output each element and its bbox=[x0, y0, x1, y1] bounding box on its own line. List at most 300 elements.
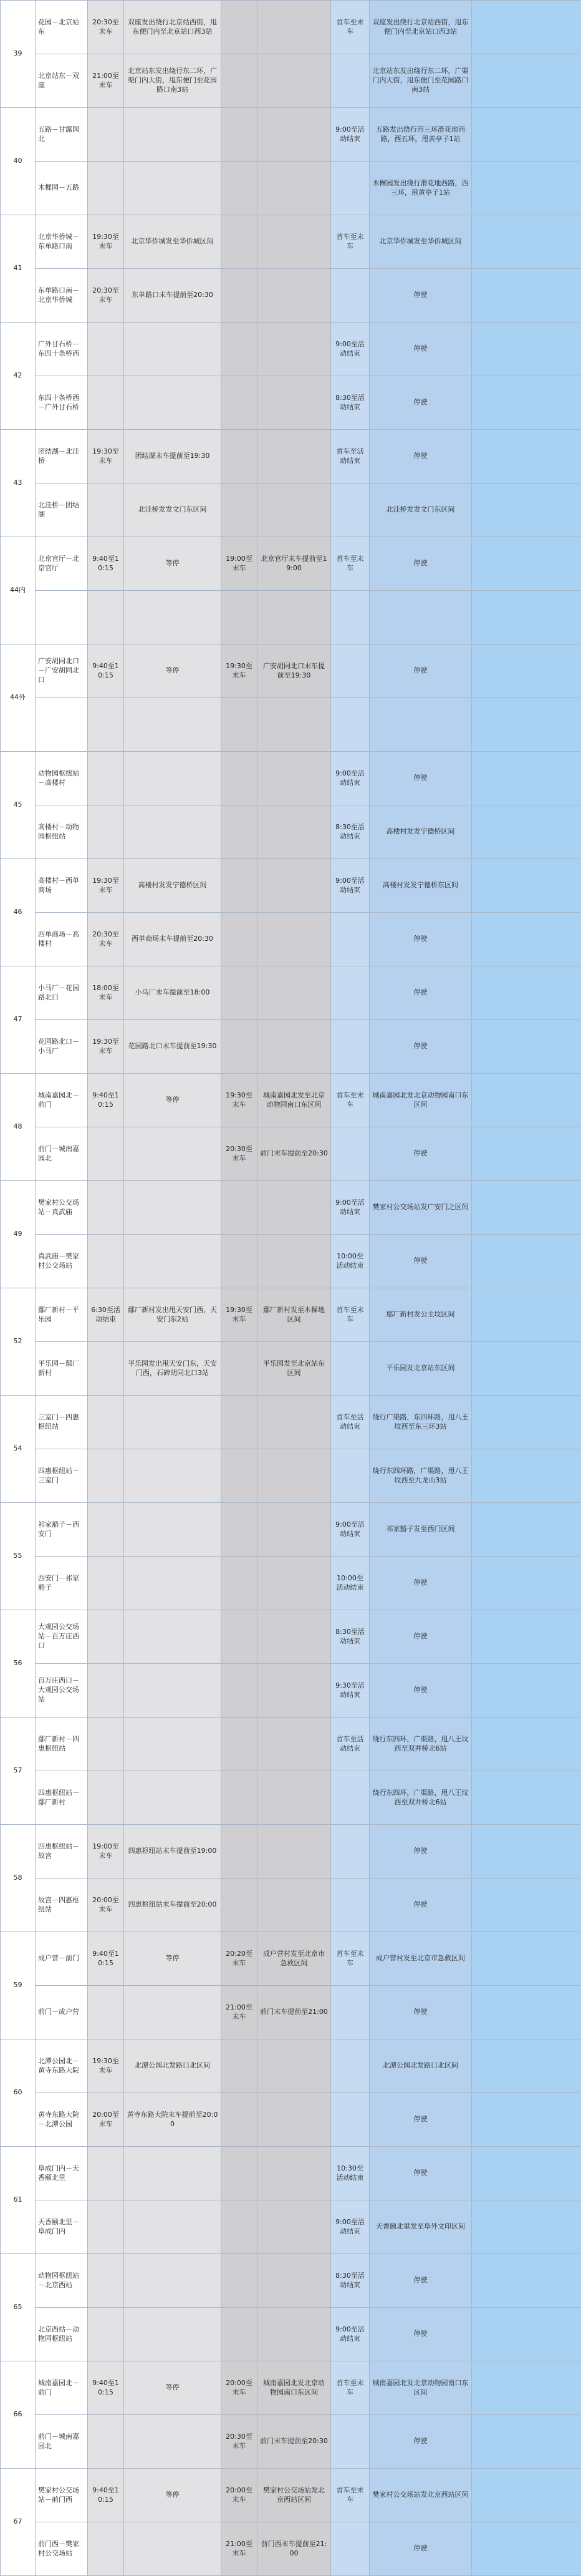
weekday-evening-time-cell bbox=[221, 108, 257, 162]
direction-cell: 北京官厅－北京官厅 bbox=[36, 537, 88, 591]
weekday-evening-time-cell bbox=[221, 1181, 257, 1235]
weekday-action-cell: 四惠枢纽站末车提前至19:00 bbox=[124, 1825, 221, 1879]
weekday-evening-action-cell: 前门西末车提前至21:00 bbox=[257, 2522, 331, 2576]
direction-cell: 樊家村公交场站－前门西 bbox=[36, 2469, 88, 2522]
weekday-evening-time-cell bbox=[221, 1879, 257, 1932]
weekday-action-cell: 双座发出绕行北京站西街，甩东便门内至北京站口西3站 bbox=[124, 1, 221, 54]
direction-cell: 北京站东－双座 bbox=[36, 54, 88, 108]
weekday-action-cell: 等停 bbox=[124, 1074, 221, 1127]
weekday-time-cell bbox=[88, 162, 124, 215]
weekday-time-cell bbox=[88, 1396, 124, 1449]
table-row bbox=[1, 2200, 581, 2254]
weekday-evening-time-cell bbox=[221, 2147, 257, 2200]
weekday-evening-time-cell bbox=[221, 591, 257, 644]
direction-cell: 鄢厂新村－四惠枢纽站 bbox=[36, 1718, 88, 1771]
weekday-evening-action-cell: 前门末车提前至20:30 bbox=[257, 2415, 331, 2469]
table-row bbox=[1, 1342, 581, 1396]
weekday-evening-time-cell bbox=[221, 1342, 257, 1396]
table-row bbox=[1, 1235, 581, 1288]
table-row bbox=[1, 2308, 581, 2361]
weekend-action-cell: 停驶 bbox=[370, 376, 472, 430]
weekday-action-cell: 团结湖末车提前至19:30 bbox=[124, 430, 221, 484]
weekend-time-cell: 10:00至活动结束 bbox=[331, 1235, 370, 1288]
weekend-time-cell bbox=[331, 54, 370, 108]
weekday-evening-action-cell bbox=[257, 1825, 331, 1879]
table-row bbox=[1, 376, 581, 430]
weekend-time-cell: 9:00至活动结束 bbox=[331, 2308, 370, 2361]
weekday-time-cell bbox=[88, 1986, 124, 2039]
weekend-action-cell: 停驶 bbox=[370, 2254, 472, 2308]
weekend-time-cell bbox=[331, 1825, 370, 1879]
weekend-time-cell: 首车至末车 bbox=[331, 1074, 370, 1127]
route-number-cell: 42 bbox=[1, 323, 36, 430]
weekday-time-cell bbox=[88, 1503, 124, 1557]
table-row bbox=[1, 1932, 581, 1986]
weekday-evening-time-cell bbox=[221, 54, 257, 108]
direction-cell: 三室门－四惠枢纽站 bbox=[36, 1396, 88, 1449]
extra-blank-cell bbox=[472, 2039, 581, 2093]
direction-cell: 高楼村－动物园枢纽站 bbox=[36, 805, 88, 859]
direction-cell bbox=[36, 698, 88, 752]
weekday-evening-action-cell bbox=[257, 805, 331, 859]
weekday-evening-action-cell bbox=[257, 1664, 331, 1718]
extra-blank-cell bbox=[472, 752, 581, 805]
weekday-evening-time-cell: 20:00至末车 bbox=[221, 2469, 257, 2522]
weekday-time-cell: 20:00至末车 bbox=[88, 2093, 124, 2147]
weekend-action-cell: 停驶 bbox=[370, 2415, 472, 2469]
direction-cell: 木樨园－五路 bbox=[36, 162, 88, 215]
weekday-evening-action-cell bbox=[257, 591, 331, 644]
direction-cell: 前门－成户营 bbox=[36, 1986, 88, 2039]
table-row bbox=[1, 1718, 581, 1771]
weekday-action-cell: 北洼桥发发文门东区间 bbox=[124, 484, 221, 537]
weekday-evening-time-cell: 20:30至末车 bbox=[221, 2415, 257, 2469]
weekday-time-cell bbox=[88, 1449, 124, 1503]
extra-blank-cell bbox=[472, 1879, 581, 1932]
weekend-time-cell: 9:00至活动结束 bbox=[331, 1503, 370, 1557]
weekday-evening-action-cell bbox=[257, 2200, 331, 2254]
weekday-evening-action-cell bbox=[257, 913, 331, 966]
weekday-evening-time-cell bbox=[221, 1, 257, 54]
direction-cell: 五路－甘露园北 bbox=[36, 108, 88, 162]
table-row bbox=[1, 966, 581, 1020]
weekday-evening-time-cell bbox=[221, 376, 257, 430]
weekday-time-cell bbox=[88, 591, 124, 644]
weekday-evening-time-cell bbox=[221, 1503, 257, 1557]
extra-blank-cell bbox=[472, 162, 581, 215]
table-row bbox=[1, 2039, 581, 2093]
weekend-time-cell: 首车至末车 bbox=[331, 2361, 370, 2415]
weekday-evening-time-cell bbox=[221, 2200, 257, 2254]
extra-blank-cell bbox=[472, 591, 581, 644]
weekday-action-cell bbox=[124, 2522, 221, 2576]
weekday-evening-action-cell bbox=[257, 1, 331, 54]
weekday-evening-time-cell bbox=[221, 805, 257, 859]
weekend-action-cell: 高楼村发发宁德桥区间 bbox=[370, 805, 472, 859]
weekday-evening-action-cell bbox=[257, 215, 331, 269]
weekend-action-cell: 停驶 bbox=[370, 1020, 472, 1074]
direction-cell: 动物园枢纽站－高楼村 bbox=[36, 752, 88, 805]
weekend-action-cell: 北潭公园北发路口北区间 bbox=[370, 2039, 472, 2093]
weekday-time-cell: 9:40至10:15 bbox=[88, 644, 124, 698]
direction-cell: 小马厂－花园路北口 bbox=[36, 966, 88, 1020]
weekday-evening-action-cell bbox=[257, 323, 331, 376]
weekend-action-cell: 停驶 bbox=[370, 2093, 472, 2147]
weekday-time-cell bbox=[88, 1664, 124, 1718]
weekend-action-cell: 停驶 bbox=[370, 430, 472, 484]
extra-blank-cell bbox=[472, 108, 581, 162]
weekend-action-cell: 平乐园发北京站东区间 bbox=[370, 1342, 472, 1396]
weekday-action-cell bbox=[124, 591, 221, 644]
weekday-evening-time-cell bbox=[221, 752, 257, 805]
table-row bbox=[1, 2469, 581, 2522]
route-number-cell: 60 bbox=[1, 2039, 36, 2147]
weekend-action-cell: 停驶 bbox=[370, 537, 472, 591]
table-row bbox=[1, 859, 581, 913]
extra-blank-cell bbox=[472, 430, 581, 484]
extra-blank-cell bbox=[472, 2200, 581, 2254]
weekend-time-cell bbox=[331, 2522, 370, 2576]
schedule-body bbox=[1, 1, 581, 2576]
weekday-time-cell: 20:30至末车 bbox=[88, 1, 124, 54]
direction-cell: 平乐园－鄢厂新村 bbox=[36, 1342, 88, 1396]
weekday-action-cell: 东单路口末车提前至20:30 bbox=[124, 269, 221, 323]
route-number-cell: 44内 bbox=[1, 537, 36, 644]
weekday-action-cell bbox=[124, 1449, 221, 1503]
weekend-time-cell: 8:30至活动结束 bbox=[331, 376, 370, 430]
weekday-action-cell bbox=[124, 1235, 221, 1288]
table-row bbox=[1, 2415, 581, 2469]
route-number-cell: 59 bbox=[1, 1932, 36, 2039]
weekday-action-cell bbox=[124, 1557, 221, 1610]
extra-blank-cell bbox=[472, 215, 581, 269]
weekday-action-cell bbox=[124, 2254, 221, 2308]
weekday-action-cell bbox=[124, 1718, 221, 1771]
weekday-evening-action-cell bbox=[257, 2147, 331, 2200]
weekday-time-cell bbox=[88, 2200, 124, 2254]
weekday-time-cell: 9:40至10:15 bbox=[88, 2361, 124, 2415]
weekday-time-cell: 19:30至末车 bbox=[88, 430, 124, 484]
weekday-action-cell: 北潭公园北发路口北区间 bbox=[124, 2039, 221, 2093]
weekend-time-cell bbox=[331, 644, 370, 698]
weekend-time-cell bbox=[331, 966, 370, 1020]
weekday-action-cell: 等停 bbox=[124, 644, 221, 698]
weekday-time-cell bbox=[88, 2254, 124, 2308]
extra-blank-cell bbox=[472, 1288, 581, 1342]
weekend-action-cell: 樊家村公交场站发广安门之区间 bbox=[370, 1181, 472, 1235]
weekend-time-cell bbox=[331, 1127, 370, 1181]
table-row bbox=[1, 269, 581, 323]
weekday-action-cell: 等停 bbox=[124, 2361, 221, 2415]
table-row bbox=[1, 1771, 581, 1825]
weekday-time-cell bbox=[88, 2308, 124, 2361]
weekend-time-cell: 8:30至活动结束 bbox=[331, 805, 370, 859]
extra-blank-cell bbox=[472, 537, 581, 591]
route-number-cell: 54 bbox=[1, 1396, 36, 1503]
table-row bbox=[1, 54, 581, 108]
extra-blank-cell bbox=[472, 1, 581, 54]
weekday-evening-action-cell: 城南嘉园北发北京动物园南口东区间 bbox=[257, 2361, 331, 2415]
weekend-time-cell: 首车至活动结束 bbox=[331, 430, 370, 484]
weekday-evening-time-cell: 19:30至末车 bbox=[221, 644, 257, 698]
weekend-time-cell bbox=[331, 162, 370, 215]
direction-cell: 高楼村－西单商场 bbox=[36, 859, 88, 913]
weekend-time-cell: 9:00至活动结束 bbox=[331, 108, 370, 162]
extra-blank-cell bbox=[472, 323, 581, 376]
table-row bbox=[1, 1020, 581, 1074]
direction-cell: 大观园公交场站－百万庄西口 bbox=[36, 1610, 88, 1664]
extra-blank-cell bbox=[472, 1503, 581, 1557]
weekday-evening-time-cell bbox=[221, 2308, 257, 2361]
weekday-evening-time-cell bbox=[221, 1449, 257, 1503]
weekday-time-cell: 21:00至末车 bbox=[88, 54, 124, 108]
direction-cell: 黄寺东路大院－北潭公园 bbox=[36, 2093, 88, 2147]
extra-blank-cell bbox=[472, 2308, 581, 2361]
direction-cell: 故宫－四惠枢纽站 bbox=[36, 1879, 88, 1932]
table-row bbox=[1, 1664, 581, 1718]
weekday-action-cell: 等停 bbox=[124, 537, 221, 591]
weekend-time-cell bbox=[331, 1879, 370, 1932]
weekend-time-cell bbox=[331, 1020, 370, 1074]
route-number-cell: 43 bbox=[1, 430, 36, 537]
weekend-time-cell: 9:00至活动结束 bbox=[331, 2200, 370, 2254]
weekday-evening-time-cell: 21:00至末车 bbox=[221, 2522, 257, 2576]
weekday-evening-time-cell bbox=[221, 1825, 257, 1879]
weekday-evening-time-cell bbox=[221, 1557, 257, 1610]
weekday-evening-time-cell bbox=[221, 1771, 257, 1825]
extra-blank-cell bbox=[472, 2415, 581, 2469]
weekend-action-cell: 停驶 bbox=[370, 1610, 472, 1664]
direction-cell: 前门西－樊家村公交场站 bbox=[36, 2522, 88, 2576]
weekday-evening-time-cell bbox=[221, 859, 257, 913]
weekend-time-cell: 8:30至活动结束 bbox=[331, 1610, 370, 1664]
extra-blank-cell bbox=[472, 2254, 581, 2308]
weekday-time-cell: 9:40至10:15 bbox=[88, 537, 124, 591]
table-row bbox=[1, 752, 581, 805]
weekday-evening-action-cell bbox=[257, 1235, 331, 1288]
extra-blank-cell bbox=[472, 1342, 581, 1396]
weekend-action-cell: 木樨园发出绕行滑花地西路，西三环，甩黄亭子1站 bbox=[370, 162, 472, 215]
route-number-cell: 39 bbox=[1, 1, 36, 108]
direction-cell: 团结湖－北洼桥 bbox=[36, 430, 88, 484]
weekday-evening-action-cell: 广安胡同北口末车提前至19:30 bbox=[257, 644, 331, 698]
table-row bbox=[1, 2522, 581, 2576]
extra-blank-cell bbox=[472, 805, 581, 859]
weekday-time-cell: 19:30至末车 bbox=[88, 1020, 124, 1074]
weekday-evening-action-cell bbox=[257, 966, 331, 1020]
weekday-evening-action-cell bbox=[257, 2093, 331, 2147]
weekend-time-cell: 首车至末车 bbox=[331, 215, 370, 269]
weekday-evening-action-cell: 鄢厂新村发至木樨地区间 bbox=[257, 1288, 331, 1342]
weekend-time-cell bbox=[331, 269, 370, 323]
extra-blank-cell bbox=[472, 698, 581, 752]
table-row bbox=[1, 108, 581, 162]
weekday-action-cell bbox=[124, 2308, 221, 2361]
weekday-evening-time-cell bbox=[221, 698, 257, 752]
weekend-action-cell: 双座发出绕行北京站西街，甩东便门内至北京站口西3站 bbox=[370, 1, 472, 54]
weekend-action-cell: 绕行东四环，广渠路，甩八王坟西至双井桥北6站 bbox=[370, 1718, 472, 1771]
weekend-time-cell: 8:30至活动结束 bbox=[331, 2254, 370, 2308]
table-row bbox=[1, 2254, 581, 2308]
weekend-action-cell bbox=[370, 591, 472, 644]
weekend-time-cell bbox=[331, 2039, 370, 2093]
extra-blank-cell bbox=[472, 1610, 581, 1664]
route-number-cell: 67 bbox=[1, 2469, 36, 2576]
weekday-evening-action-cell bbox=[257, 1396, 331, 1449]
direction-cell: 四惠枢纽站－故宫 bbox=[36, 1825, 88, 1879]
direction-cell: 东单路口南－北京华侨城 bbox=[36, 269, 88, 323]
weekend-action-cell: 停驶 bbox=[370, 1986, 472, 2039]
direction-cell: 西安门－祁家豁子 bbox=[36, 1557, 88, 1610]
table-row bbox=[1, 1288, 581, 1342]
weekday-evening-action-cell bbox=[257, 54, 331, 108]
extra-blank-cell bbox=[472, 1181, 581, 1235]
weekend-time-cell bbox=[331, 2093, 370, 2147]
table-row bbox=[1, 591, 581, 644]
weekday-evening-time-cell: 20:30至末车 bbox=[221, 1127, 257, 1181]
weekend-action-cell: 停驶 bbox=[370, 752, 472, 805]
weekend-time-cell bbox=[331, 1771, 370, 1825]
weekend-action-cell: 停驶 bbox=[370, 966, 472, 1020]
weekday-evening-time-cell: 19:00至末车 bbox=[221, 537, 257, 591]
weekday-evening-action-cell bbox=[257, 1503, 331, 1557]
weekday-action-cell bbox=[124, 1396, 221, 1449]
weekend-action-cell: 停驶 bbox=[370, 1825, 472, 1879]
weekday-action-cell: 黄寺东路大院末车提前至20:00 bbox=[124, 2093, 221, 2147]
weekday-action-cell bbox=[124, 162, 221, 215]
weekday-evening-action-cell bbox=[257, 698, 331, 752]
weekday-evening-action-cell: 樊家村公交场站发北京西站区间 bbox=[257, 2469, 331, 2522]
direction-cell: 四惠枢纽站－鄢厂新村 bbox=[36, 1771, 88, 1825]
extra-blank-cell bbox=[472, 1235, 581, 1288]
extra-blank-cell bbox=[472, 966, 581, 1020]
weekday-time-cell: 19:30至末车 bbox=[88, 859, 124, 913]
table-row bbox=[1, 1503, 581, 1557]
weekday-evening-time-cell bbox=[221, 162, 257, 215]
weekday-evening-action-cell bbox=[257, 1449, 331, 1503]
weekend-action-cell: 停驶 bbox=[370, 1664, 472, 1718]
table-row bbox=[1, 913, 581, 966]
extra-blank-cell bbox=[472, 913, 581, 966]
weekday-evening-time-cell bbox=[221, 1718, 257, 1771]
table-row bbox=[1, 1825, 581, 1879]
extra-blank-cell bbox=[472, 1771, 581, 1825]
weekend-time-cell: 首车至末车 bbox=[331, 2469, 370, 2522]
weekday-evening-action-cell bbox=[257, 162, 331, 215]
table-row bbox=[1, 1, 581, 54]
weekday-time-cell bbox=[88, 805, 124, 859]
direction-cell: 成户营－前门 bbox=[36, 1932, 88, 1986]
route-number-cell: 44外 bbox=[1, 644, 36, 752]
extra-blank-cell bbox=[472, 1557, 581, 1610]
weekday-evening-time-cell bbox=[221, 1235, 257, 1288]
table-row bbox=[1, 323, 581, 376]
weekday-evening-time-cell bbox=[221, 2093, 257, 2147]
weekday-time-cell: 6:30至活动结束 bbox=[88, 1288, 124, 1342]
weekday-action-cell bbox=[124, 108, 221, 162]
weekend-action-cell: 祁家豁子发至西门区间 bbox=[370, 1503, 472, 1557]
weekday-time-cell bbox=[88, 1181, 124, 1235]
direction-cell: 祁家豁子－西安门 bbox=[36, 1503, 88, 1557]
weekday-action-cell bbox=[124, 1610, 221, 1664]
weekday-evening-action-cell bbox=[257, 2254, 331, 2308]
weekday-time-cell: 19:30至末车 bbox=[88, 2039, 124, 2093]
weekday-action-cell bbox=[124, 1771, 221, 1825]
weekend-action-cell: 停驶 bbox=[370, 913, 472, 966]
weekend-action-cell: 天香颐北里发至阜外文印区间 bbox=[370, 2200, 472, 2254]
weekend-action-cell: 停驶 bbox=[370, 1557, 472, 1610]
weekday-evening-time-cell bbox=[221, 269, 257, 323]
weekend-action-cell: 绕行东四环，广渠路，甩八王坟西至双井桥北6站 bbox=[370, 1771, 472, 1825]
extra-blank-cell bbox=[472, 1020, 581, 1074]
weekday-action-cell bbox=[124, 2415, 221, 2469]
weekday-evening-time-cell: 20:20至末车 bbox=[221, 1932, 257, 1986]
weekday-evening-time-cell bbox=[221, 966, 257, 1020]
route-number-cell: 61 bbox=[1, 2147, 36, 2254]
route-number-cell: 47 bbox=[1, 966, 36, 1074]
weekday-evening-time-cell bbox=[221, 323, 257, 376]
route-number-cell: 41 bbox=[1, 215, 36, 323]
weekday-action-cell: 等停 bbox=[124, 2469, 221, 2522]
weekend-time-cell bbox=[331, 484, 370, 537]
weekend-time-cell bbox=[331, 591, 370, 644]
weekend-action-cell: 高楼村发发宁德桥东区间 bbox=[370, 859, 472, 913]
weekday-evening-time-cell bbox=[221, 1020, 257, 1074]
weekday-evening-time-cell: 19:30至末车 bbox=[221, 1288, 257, 1342]
table-row bbox=[1, 1074, 581, 1127]
weekday-evening-action-cell bbox=[257, 430, 331, 484]
extra-blank-cell bbox=[472, 484, 581, 537]
direction-cell: 阜成门内－天香颐北里 bbox=[36, 2147, 88, 2200]
extra-blank-cell bbox=[472, 54, 581, 108]
direction-cell: 樊家村公交场站－真武庙 bbox=[36, 1181, 88, 1235]
weekday-time-cell bbox=[88, 1557, 124, 1610]
weekday-evening-action-cell bbox=[257, 1610, 331, 1664]
weekday-time-cell bbox=[88, 2522, 124, 2576]
weekend-action-cell: 樊家村公交场站发北京西站区间 bbox=[370, 2469, 472, 2522]
extra-blank-cell bbox=[472, 1825, 581, 1879]
weekday-evening-action-cell bbox=[257, 376, 331, 430]
weekend-time-cell: 10:00至活动结束 bbox=[331, 1557, 370, 1610]
weekday-action-cell: 鄢厂新村发出甩天安门西，天安门东2站 bbox=[124, 1288, 221, 1342]
weekday-evening-time-cell bbox=[221, 1610, 257, 1664]
weekend-time-cell: 9:00至活动结束 bbox=[331, 859, 370, 913]
weekday-action-cell: 北京站东发出绕行东二环，广渠门内大街，甩东便门至花园路口南3站 bbox=[124, 54, 221, 108]
table-row bbox=[1, 1449, 581, 1503]
direction-cell: 花园－北京站东 bbox=[36, 1, 88, 54]
weekday-time-cell bbox=[88, 1771, 124, 1825]
weekday-action-cell bbox=[124, 752, 221, 805]
weekend-action-cell: 北洼桥发发文门东区间 bbox=[370, 484, 472, 537]
weekend-action-cell: 停驶 bbox=[370, 323, 472, 376]
direction-cell: 北京西站－动物园枢纽站 bbox=[36, 2308, 88, 2361]
weekend-action-cell: 停驶 bbox=[370, 2522, 472, 2576]
weekday-action-cell: 花园路北口末车提前至19:30 bbox=[124, 1020, 221, 1074]
direction-cell: 前门－城南嘉园北 bbox=[36, 2415, 88, 2469]
weekday-time-cell bbox=[88, 323, 124, 376]
direction-cell: 城南嘉园北－前门 bbox=[36, 1074, 88, 1127]
weekday-action-cell bbox=[124, 1503, 221, 1557]
weekend-time-cell bbox=[331, 698, 370, 752]
weekday-time-cell: 19:30至末车 bbox=[88, 215, 124, 269]
table-row bbox=[1, 1610, 581, 1664]
weekday-evening-action-cell bbox=[257, 1181, 331, 1235]
weekday-evening-time-cell bbox=[221, 2254, 257, 2308]
weekend-time-cell: 首车至活动结束 bbox=[331, 1718, 370, 1771]
table-row bbox=[1, 644, 581, 698]
route-number-cell: 58 bbox=[1, 1825, 36, 1932]
weekday-evening-time-cell bbox=[221, 2039, 257, 2093]
